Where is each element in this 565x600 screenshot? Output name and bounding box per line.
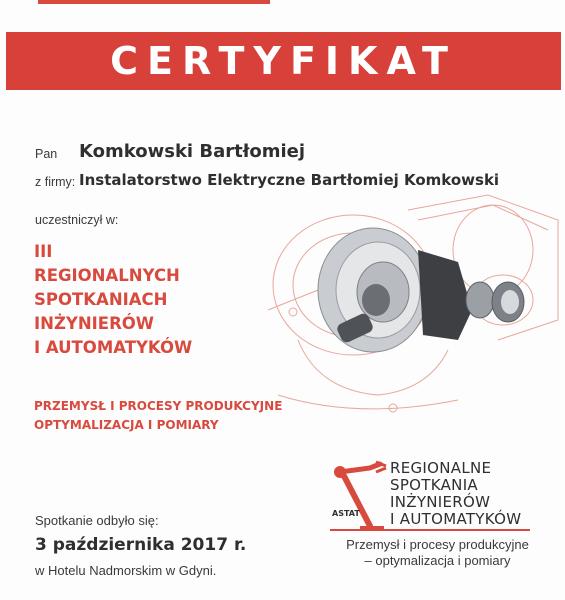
meeting-venue: w Hotelu Nadmorskim w Gdyni.: [35, 563, 217, 578]
logo-tagline-line: Przemysł i procesy produkcyjne: [346, 537, 529, 552]
title-banner: [6, 32, 561, 90]
logo-text-line: SPOTKANIA: [390, 476, 478, 494]
encoder-illustration: [258, 190, 565, 430]
event-title-line: I AUTOMATYKÓW: [34, 338, 193, 357]
logo-text: [390, 460, 521, 528]
event-title-line: SPOTKANIACH: [34, 290, 168, 309]
logo-tagline: [330, 537, 545, 569]
logo-text-line: REGIONALNE: [390, 459, 492, 477]
logo-underline: [330, 529, 530, 531]
event-title: [34, 240, 192, 360]
recipient-prefix: Pan: [35, 147, 58, 161]
event-subtitle: [34, 397, 282, 435]
logo-text-line: INŻYNIERÓW: [390, 493, 491, 511]
logo-text-line: I AUTOMATYKÓW: [390, 510, 522, 528]
event-logo: [330, 460, 560, 580]
event-title-line: III: [34, 242, 53, 261]
recipient-name: Komkowski Bartłomiej: [79, 141, 306, 162]
logo-company: ASTAT: [332, 509, 360, 518]
participation-label: uczestniczył w:: [35, 213, 119, 227]
logo-tagline-line: – optymalizacja i pomiary: [364, 553, 511, 568]
company-name: Instalatorstwo Elektryczne Bartłomiej Komkowski: [79, 171, 500, 189]
robot-arm-logo-icon: [330, 460, 390, 530]
event-subtitle-line: PRZEMYSŁ I PROCESY PRODUKCYJNE: [34, 399, 283, 413]
event-subtitle-line: OPTYMALIZACJA I POMIARY: [34, 418, 219, 432]
top-accent-line: [38, 0, 270, 4]
meeting-date: 3 października 2017 r.: [35, 535, 247, 555]
event-title-line: INŻYNIERÓW: [34, 314, 155, 333]
event-title-line: REGIONALNYCH: [34, 266, 180, 285]
company-prefix: z firmy:: [35, 175, 76, 189]
certificate-title: CERTYFIKAT: [110, 39, 457, 83]
meeting-label: Spotkanie odbyło się:: [35, 513, 159, 528]
